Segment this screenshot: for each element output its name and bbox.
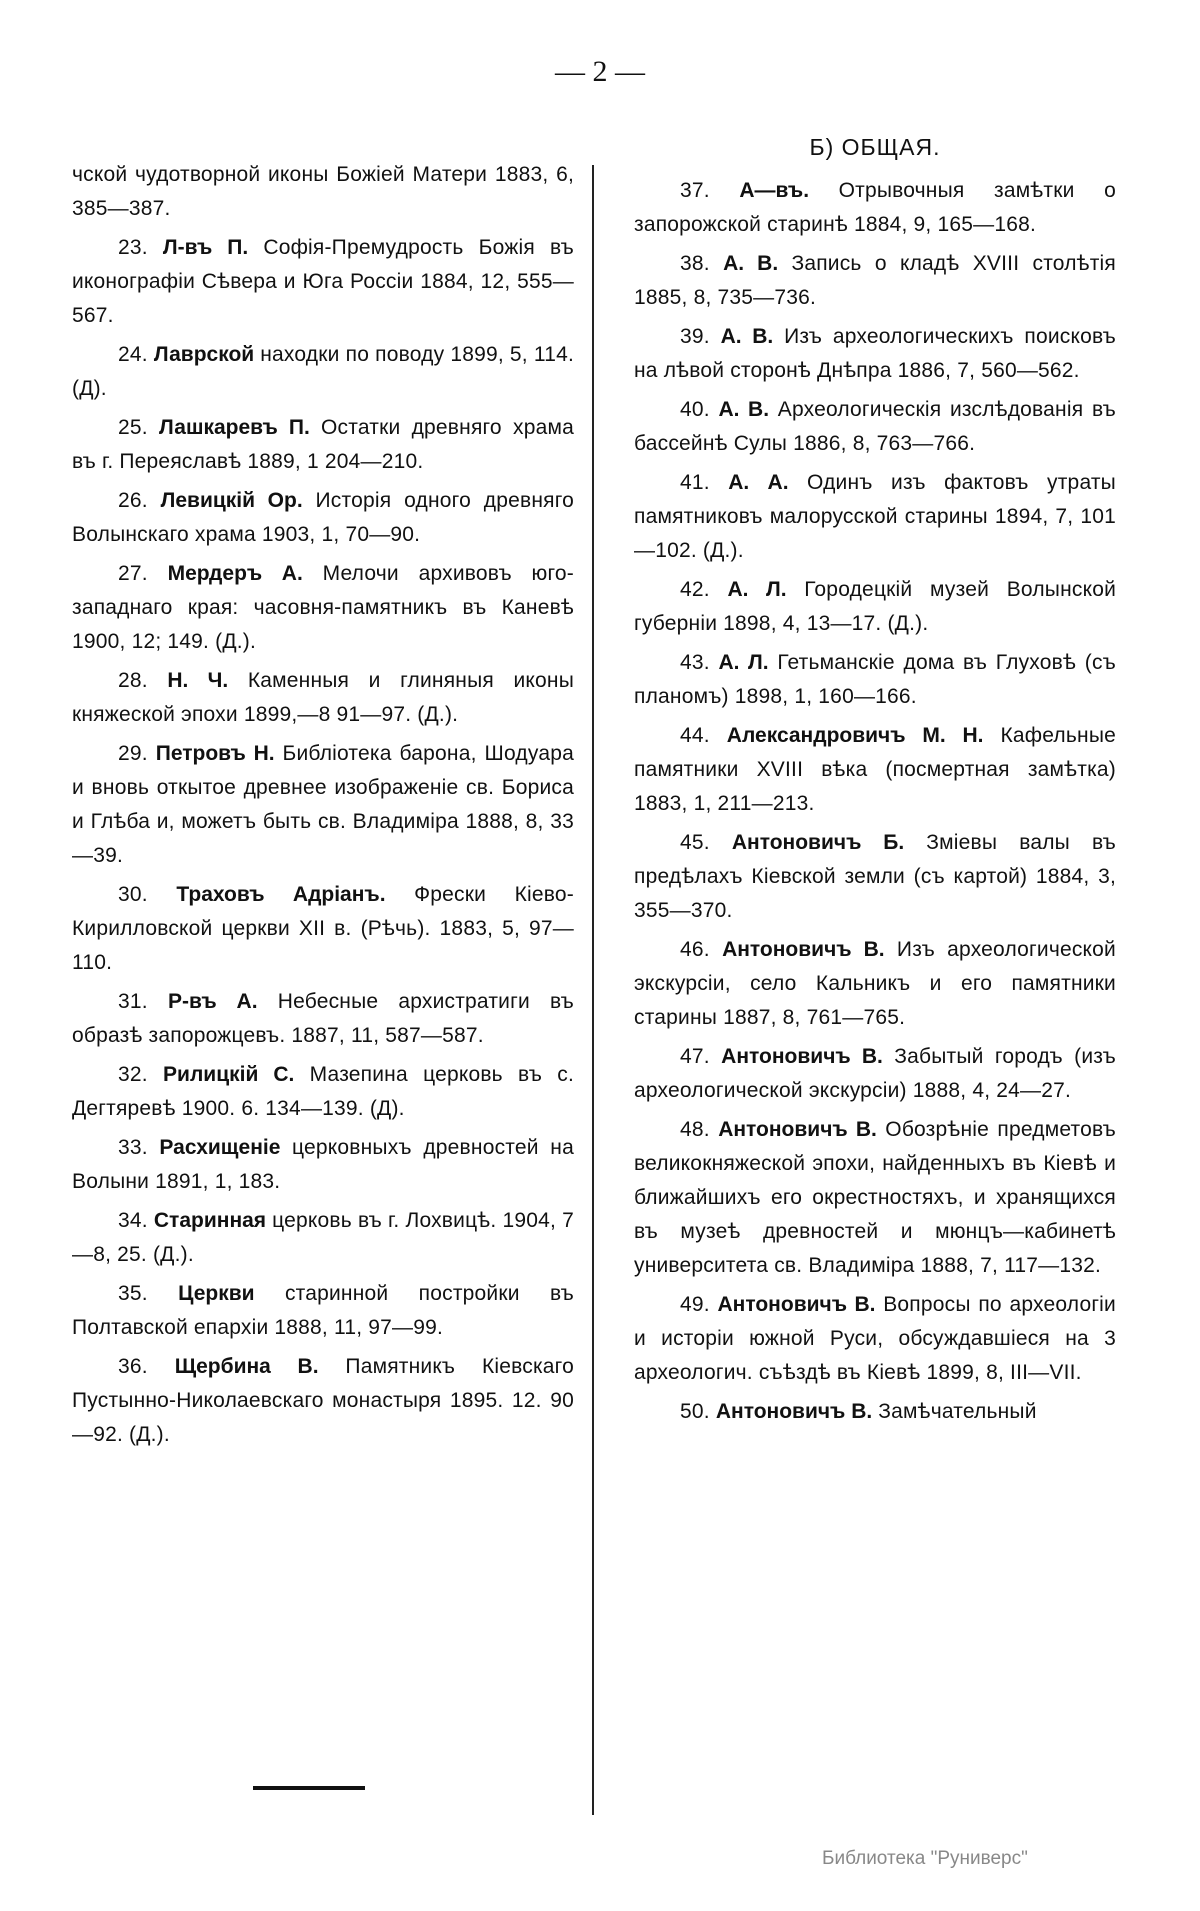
right-column — [634, 130, 1116, 1434]
entry-author: Лашкаревъ П. — [159, 416, 310, 439]
entry-text: Отрывочныя замѣтки о запорожской старинѣ 1884, 9, 165—168. — [634, 179, 1116, 236]
entry-number: 43. — [680, 651, 710, 674]
entry-author: Антоновичъ В. — [717, 1293, 876, 1316]
entry-author: Антоновичъ В. — [718, 1118, 877, 1141]
entry-text: Вопросы по археологіи и исторіи южной Руси, обсуждавшіеся на 3 археологич. съѣздѣ въ Кіевѣ 1899, 8, III—VII. — [634, 1293, 1116, 1384]
entry-number: 37. — [680, 179, 710, 202]
left-entries — [72, 231, 574, 1452]
bibliography-entry — [72, 231, 574, 333]
entry-text: Фрески Кіево-Кирилловской церкви XII в. (Рѣчь). 1883, 5, 97—110. — [72, 883, 574, 974]
entry-author: Старинная — [153, 1209, 267, 1232]
bibliography-entry — [72, 878, 574, 980]
entry-number: 50. — [680, 1400, 710, 1423]
bibliography-entry — [72, 1277, 574, 1345]
bibliography-entry — [634, 646, 1116, 714]
entry-text: Городецкій музей Волынской губерніи 1898, 4, 13—17. (Д.). — [634, 578, 1117, 635]
entry-text: Исторія одного древняго Волынскаго храма 1903, 1, 70—90. — [72, 489, 574, 546]
bibliography-entry — [634, 466, 1116, 568]
bibliography-entry — [72, 484, 574, 552]
entry-text: Каменныя и глиняныя иконы княжеской эпохи 1899,—8 91—97. (Д.). — [72, 669, 574, 726]
entry-text: Остатки древняго храма въ г. Переяславѣ 1889, 1 204—210. — [72, 416, 574, 473]
entry-text: церковь въ г. Лохвицѣ. 1904, 7—8, 25. (Д.). — [72, 1209, 574, 1266]
entry-number: 39. — [680, 325, 710, 348]
entry-author: А. В. — [718, 398, 770, 421]
entry-number: 44. — [680, 724, 710, 747]
entry-number: 42. — [680, 578, 710, 601]
entry-author: А. А. — [728, 471, 789, 494]
entry-number: 48. — [680, 1118, 710, 1141]
entry-author: Н. Ч. — [167, 669, 229, 692]
bibliography-entry — [72, 664, 574, 732]
entry-text: Гетьманскіе дома въ Глуховѣ (съ планомъ) 1898, 1, 160—166. — [634, 651, 1116, 708]
entry-text: Обозрѣніе предметовъ великокняжеской эпохи, найденныхъ въ Кіевѣ и ближайшихъ его окрестностяхъ, и хранящихся въ музеѣ древностей и мюнцъ—кабинетѣ университета св. Владиміра 1888, 7, 117—132. — [634, 1118, 1116, 1277]
entry-author: Траховъ Адріанъ. — [176, 883, 386, 906]
entry-number: 47. — [680, 1045, 710, 1068]
entry-author: Церкви — [178, 1282, 255, 1305]
library-watermark: Библиотека "Руниверс" — [822, 1848, 1028, 1869]
entry-text: старинной постройки въ Полтавской епархіи 1888, 11, 97—99. — [72, 1282, 574, 1339]
entry-text: Запись о кладѣ XVIII столѣтія 1885, 8, 735—736. — [634, 252, 1116, 309]
entry-number: 24. — [118, 343, 148, 366]
continuation-text: чской чудотворной иконы Божіей Матери 1883, 6, 385—387. — [72, 163, 574, 220]
entry-author: Петровъ Н. — [155, 742, 275, 765]
bibliography-entry — [634, 247, 1116, 315]
entry-text: находки по поводу 1899, 5, 114. (Д). — [72, 343, 574, 400]
section-heading: Б) ОБЩАЯ. — [809, 134, 941, 160]
entry-author: Расхищеніе — [159, 1136, 281, 1159]
entry-text: Изъ археологической экскурсіи, село Кальникъ и его памятники старины 1887, 8, 761—765. — [634, 938, 1116, 1029]
bibliography-entry — [72, 1350, 574, 1452]
entry-number: 26. — [118, 489, 148, 512]
entry-text: церковныхъ древностей на Волыни 1891, 1, 183. — [72, 1136, 574, 1193]
bibliography-entry — [634, 1113, 1116, 1283]
entry-number: 36. — [118, 1355, 148, 1378]
entry-number: 34. — [118, 1209, 148, 1232]
bibliography-entry — [72, 1058, 574, 1126]
entry-author: А. В. — [720, 325, 774, 348]
entry-author: Антоновичъ Б. — [731, 831, 905, 854]
bibliography-entry — [72, 411, 574, 479]
entry-author: Антоновичъ В. — [721, 1045, 883, 1068]
bibliography-entry — [634, 1288, 1116, 1390]
entry-text: Археологическія изслѣдованія въ бассейнѣ Сулы 1886, 8, 763—766. — [634, 398, 1116, 455]
bibliography-entry — [634, 174, 1116, 242]
bibliography-entry — [634, 826, 1116, 928]
entry-number: 49. — [680, 1293, 710, 1316]
entry-number: 33. — [118, 1136, 148, 1159]
page-number: — 2 — — [555, 55, 645, 88]
bibliography-entry — [634, 719, 1116, 821]
entry-text: Памятникъ Кіевскаго Пустынно-Николаевскаго монастыря 1895. 12. 90—92. (Д.). — [72, 1355, 574, 1446]
entry-author: Лаврской — [153, 343, 255, 366]
entry-author: Л-въ П. — [162, 236, 249, 259]
entry-author: Мердеръ А. — [167, 562, 303, 585]
bibliography-entry — [72, 557, 574, 659]
entry-text: Одинъ изъ фактовъ утраты памятниковъ малорусской старины 1894, 7, 101—102. (Д.). — [634, 471, 1116, 562]
bibliography-entry — [72, 1204, 574, 1272]
entry-number: 41. — [680, 471, 710, 494]
entry-text: Забытый городъ (изъ археологической экскурсіи) 1888, 4, 24—27. — [634, 1045, 1116, 1102]
entry-number: 46. — [680, 938, 710, 961]
entry-number: 35. — [118, 1282, 148, 1305]
bibliography-entry — [634, 1395, 1116, 1429]
entry-author: Щербина В. — [174, 1355, 319, 1378]
entry-number: 29. — [118, 742, 148, 765]
entry-text: Изъ археологическихъ поисковъ на лѣвой сторонѣ Днѣпра 1886, 7, 560—562. — [634, 325, 1116, 382]
entry-text: Мазепина церковь въ с. Дегтяревѣ 1900. 6. 134—139. (Д). — [72, 1063, 574, 1120]
entry-author: Александровичъ М. Н. — [726, 724, 984, 747]
entry-author: Левицкій Ор. — [160, 489, 303, 512]
left-column — [72, 158, 574, 1457]
entry-number: 31. — [118, 990, 148, 1013]
entry-text: Зміевы валы въ предѣлахъ Кіевской земли (съ картой) 1884, 3, 355—370. — [634, 831, 1116, 922]
bibliography-entry — [634, 933, 1116, 1035]
entry-text: Замѣчательный — [878, 1400, 1037, 1423]
column-divider — [592, 165, 594, 1815]
bibliography-entry — [634, 320, 1116, 388]
entry-text: Библіотека барона, Шодуара и вновь откытое древнее изображеніе св. Бориса и Глѣба и, можетъ быть св. Владиміра 1888, 8, 33—39. — [72, 742, 574, 867]
entry-text: Софія-Премудрость Божія въ иконографіи Сѣвера и Юга Россіи 1884, 12, 555—567. — [72, 236, 575, 327]
entry-number: 40. — [680, 398, 710, 421]
bibliography-entry — [72, 338, 574, 406]
bibliography-entry — [72, 1131, 574, 1199]
entry-number: 38. — [680, 252, 710, 275]
entry-author: А. Л. — [727, 578, 787, 601]
entry-number: 32. — [118, 1063, 148, 1086]
right-entries — [634, 174, 1116, 1429]
entry-number: 30. — [118, 883, 148, 906]
entry-text: Мелочи архивовъ юго-западнаго края: часовня-памятникъ въ Каневѣ 1900, 12; 149. (Д.). — [72, 562, 574, 653]
entry-number: 45. — [680, 831, 710, 854]
entry-author: Р-въ А. — [167, 990, 258, 1013]
entry-text: Небесные архистратиги въ образѣ запорожцевъ. 1887, 11, 587—587. — [72, 990, 574, 1047]
bibliography-entry — [72, 985, 574, 1053]
bibliography-entry — [634, 393, 1116, 461]
entry-author: А—въ. — [739, 179, 810, 202]
entry-number: 28. — [118, 669, 148, 692]
entry-number: 25. — [118, 416, 148, 439]
end-rule — [253, 1786, 365, 1790]
entry-author: А. Л. — [718, 651, 769, 674]
entry-number: 23. — [118, 236, 148, 259]
entry-author: Антоновичъ В. — [722, 938, 885, 961]
bibliography-entry — [72, 737, 574, 873]
bibliography-entry — [634, 573, 1116, 641]
entry-author: А. В. — [723, 252, 779, 275]
entry-author: Рилицкій С. — [163, 1063, 295, 1086]
entry-number: 27. — [118, 562, 148, 585]
entry-text: Кафельные памятники XVIII вѣка (посмертная замѣтка) 1883, 1, 211—213. — [634, 724, 1116, 815]
bibliography-entry — [634, 1040, 1116, 1108]
entry-author: Антоновичъ В. — [715, 1400, 873, 1423]
